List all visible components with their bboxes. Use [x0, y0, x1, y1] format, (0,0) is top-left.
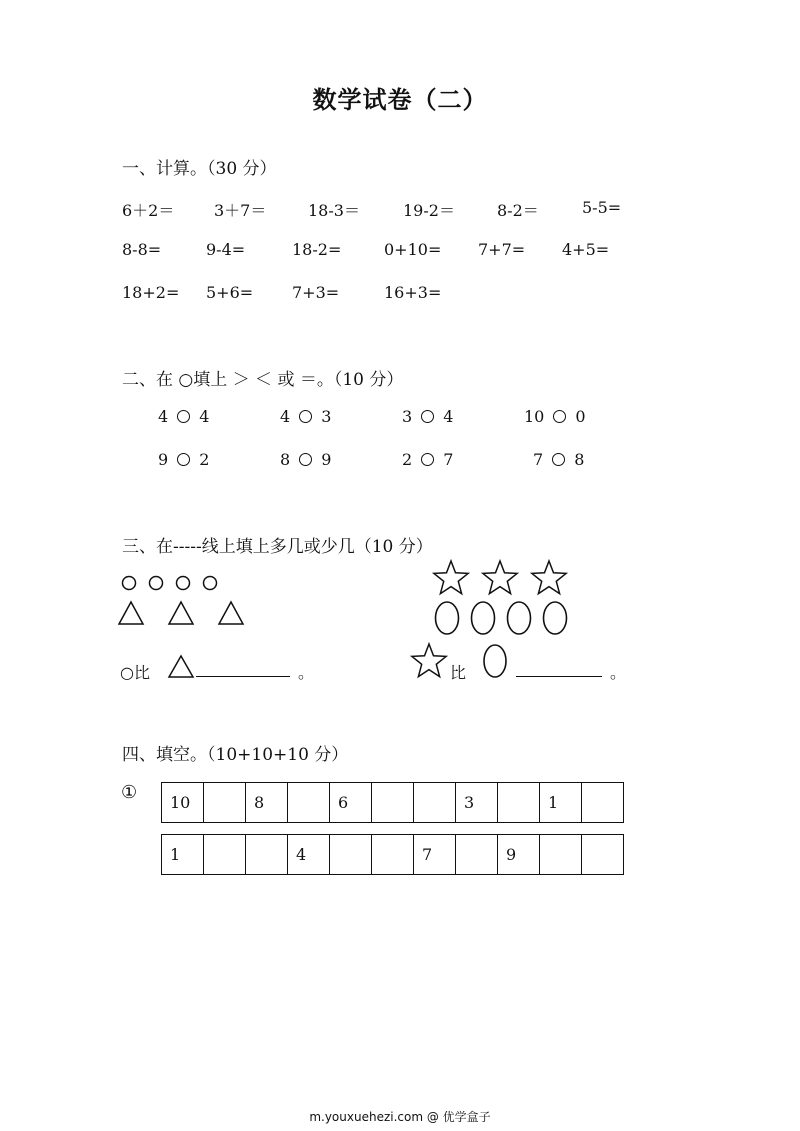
- triangle-icon: [168, 654, 196, 680]
- problem-2-4: 0+10=: [384, 240, 442, 259]
- problem-2-2: 9-4=: [206, 240, 246, 259]
- compare-left: 7: [533, 450, 544, 469]
- grid-cell-blank[interactable]: [582, 783, 624, 823]
- circle-icon: [123, 577, 136, 590]
- left-compare-period: 。: [298, 663, 315, 682]
- compare-left: 4: [280, 407, 291, 426]
- problem-1-1: 6＋2＝: [122, 201, 175, 220]
- grid-cell-blank[interactable]: [288, 783, 330, 823]
- problem-1-5: 8-2＝: [497, 201, 539, 220]
- star-icon: [410, 643, 448, 677]
- grid-cell-blank[interactable]: [582, 835, 624, 875]
- problem-2-1: 8-8=: [122, 240, 162, 259]
- triangle-icon: [169, 602, 193, 624]
- answer-blank-left[interactable]: [196, 659, 290, 676]
- compare-left: 9: [158, 450, 169, 469]
- circle-icon: [150, 577, 163, 590]
- right-compare-period: 。: [610, 663, 627, 682]
- answer-circle[interactable]: [299, 410, 312, 423]
- number-grid-1: [161, 782, 624, 823]
- ovals-row: [432, 600, 572, 636]
- grid-cell-blank[interactable]: [330, 835, 372, 875]
- compare-right: 4: [443, 407, 454, 426]
- compare-right: 7: [443, 450, 454, 469]
- grid-cell-blank[interactable]: [204, 835, 246, 875]
- section4-heading: 四、填空。（10+10+10 分）: [122, 745, 349, 765]
- triangle-icon: [219, 602, 243, 624]
- grid-cell: 8: [246, 783, 288, 823]
- problem-1-2: 3＋7＝: [214, 201, 267, 220]
- compare-1-4: [524, 407, 586, 426]
- compare-1-2: [280, 407, 331, 426]
- grid-cell-blank[interactable]: [414, 783, 456, 823]
- grid-cell-blank[interactable]: [498, 783, 540, 823]
- compare-right: 4: [199, 407, 210, 426]
- section3-heading: 三、在-----线上填上多几或少几（10 分）: [122, 537, 433, 557]
- compare-right: 0: [575, 407, 586, 426]
- grid-cell: 9: [498, 835, 540, 875]
- grid-cell: 1: [540, 783, 582, 823]
- compare-2-2: [280, 450, 331, 469]
- left-compare-prefix: ○比: [120, 663, 150, 682]
- compare-2-1: [158, 450, 209, 469]
- answer-circle[interactable]: [553, 410, 566, 423]
- circle-icon: [204, 577, 217, 590]
- problem-2-5: 7+7=: [478, 240, 526, 259]
- oval-icon: [482, 643, 510, 679]
- grid-cell: 10: [162, 783, 204, 823]
- grid-cell-blank[interactable]: [540, 835, 582, 875]
- oval-icon: [508, 602, 531, 634]
- compare-left: 2: [402, 450, 413, 469]
- grid-cell-blank[interactable]: [372, 783, 414, 823]
- compare-left: 8: [280, 450, 291, 469]
- grid-cell-blank[interactable]: [204, 783, 246, 823]
- table-row: [162, 783, 624, 823]
- star-icon: [532, 561, 566, 594]
- compare-2-3: [402, 450, 453, 469]
- footer-watermark: m.youxuehezi.com @ 优学盒子: [309, 1110, 491, 1124]
- problem-2-6: 4+5=: [562, 240, 610, 259]
- answer-circle[interactable]: [421, 453, 434, 466]
- grid-cell: 6: [330, 783, 372, 823]
- compare-right: 8: [574, 450, 585, 469]
- problem-3-2: 5+6=: [206, 283, 254, 302]
- star-icon: [483, 561, 517, 594]
- answer-circle[interactable]: [177, 453, 190, 466]
- problem-3-4: 16+3=: [384, 283, 442, 302]
- item-marker: ①: [121, 782, 138, 803]
- grid-cell-blank[interactable]: [246, 835, 288, 875]
- answer-circle[interactable]: [177, 410, 190, 423]
- answer-circle[interactable]: [552, 453, 565, 466]
- section1-heading: 一、计算。（30 分）: [122, 159, 277, 179]
- small-circles-row: [118, 572, 230, 594]
- compare-2-4: [533, 450, 584, 469]
- grid-cell-blank[interactable]: [456, 835, 498, 875]
- problem-1-3: 18-3＝: [308, 201, 360, 220]
- compare-1-3: [402, 407, 453, 426]
- right-compare-word: 比: [450, 663, 467, 682]
- compare-left: 3: [402, 407, 413, 426]
- grid-cell: 1: [162, 835, 204, 875]
- number-grid-2: [161, 834, 624, 875]
- answer-blank-right[interactable]: [516, 659, 602, 676]
- triangles-row: [118, 600, 248, 628]
- problem-1-6: 5-5=: [582, 198, 622, 217]
- section2-heading: 二、在 ○填上 ＞ ＜ 或 ＝。（10 分）: [122, 370, 404, 390]
- star-icon: [434, 561, 468, 594]
- triangle-icon: [119, 602, 143, 624]
- compare-right: 9: [321, 450, 332, 469]
- page-title: 数学试卷（二）: [312, 85, 488, 114]
- answer-circle[interactable]: [299, 453, 312, 466]
- table-row: [162, 835, 624, 875]
- stars-row: [432, 560, 572, 594]
- grid-cell: 3: [456, 783, 498, 823]
- oval-icon: [472, 602, 495, 634]
- problem-3-3: 7+3=: [292, 283, 340, 302]
- compare-right: 2: [199, 450, 210, 469]
- compare-left: 4: [158, 407, 169, 426]
- grid-cell: 7: [414, 835, 456, 875]
- oval-icon: [436, 602, 459, 634]
- grid-cell-blank[interactable]: [372, 835, 414, 875]
- compare-right: 3: [321, 407, 332, 426]
- problem-1-4: 19-2＝: [403, 201, 455, 220]
- problem-2-3: 18-2=: [292, 240, 342, 259]
- answer-circle[interactable]: [421, 410, 434, 423]
- problem-3-1: 18+2=: [122, 283, 180, 302]
- oval-icon: [544, 602, 567, 634]
- compare-1-1: [158, 407, 209, 426]
- circle-icon: [177, 577, 190, 590]
- compare-left: 10: [524, 407, 545, 426]
- grid-cell: 4: [288, 835, 330, 875]
